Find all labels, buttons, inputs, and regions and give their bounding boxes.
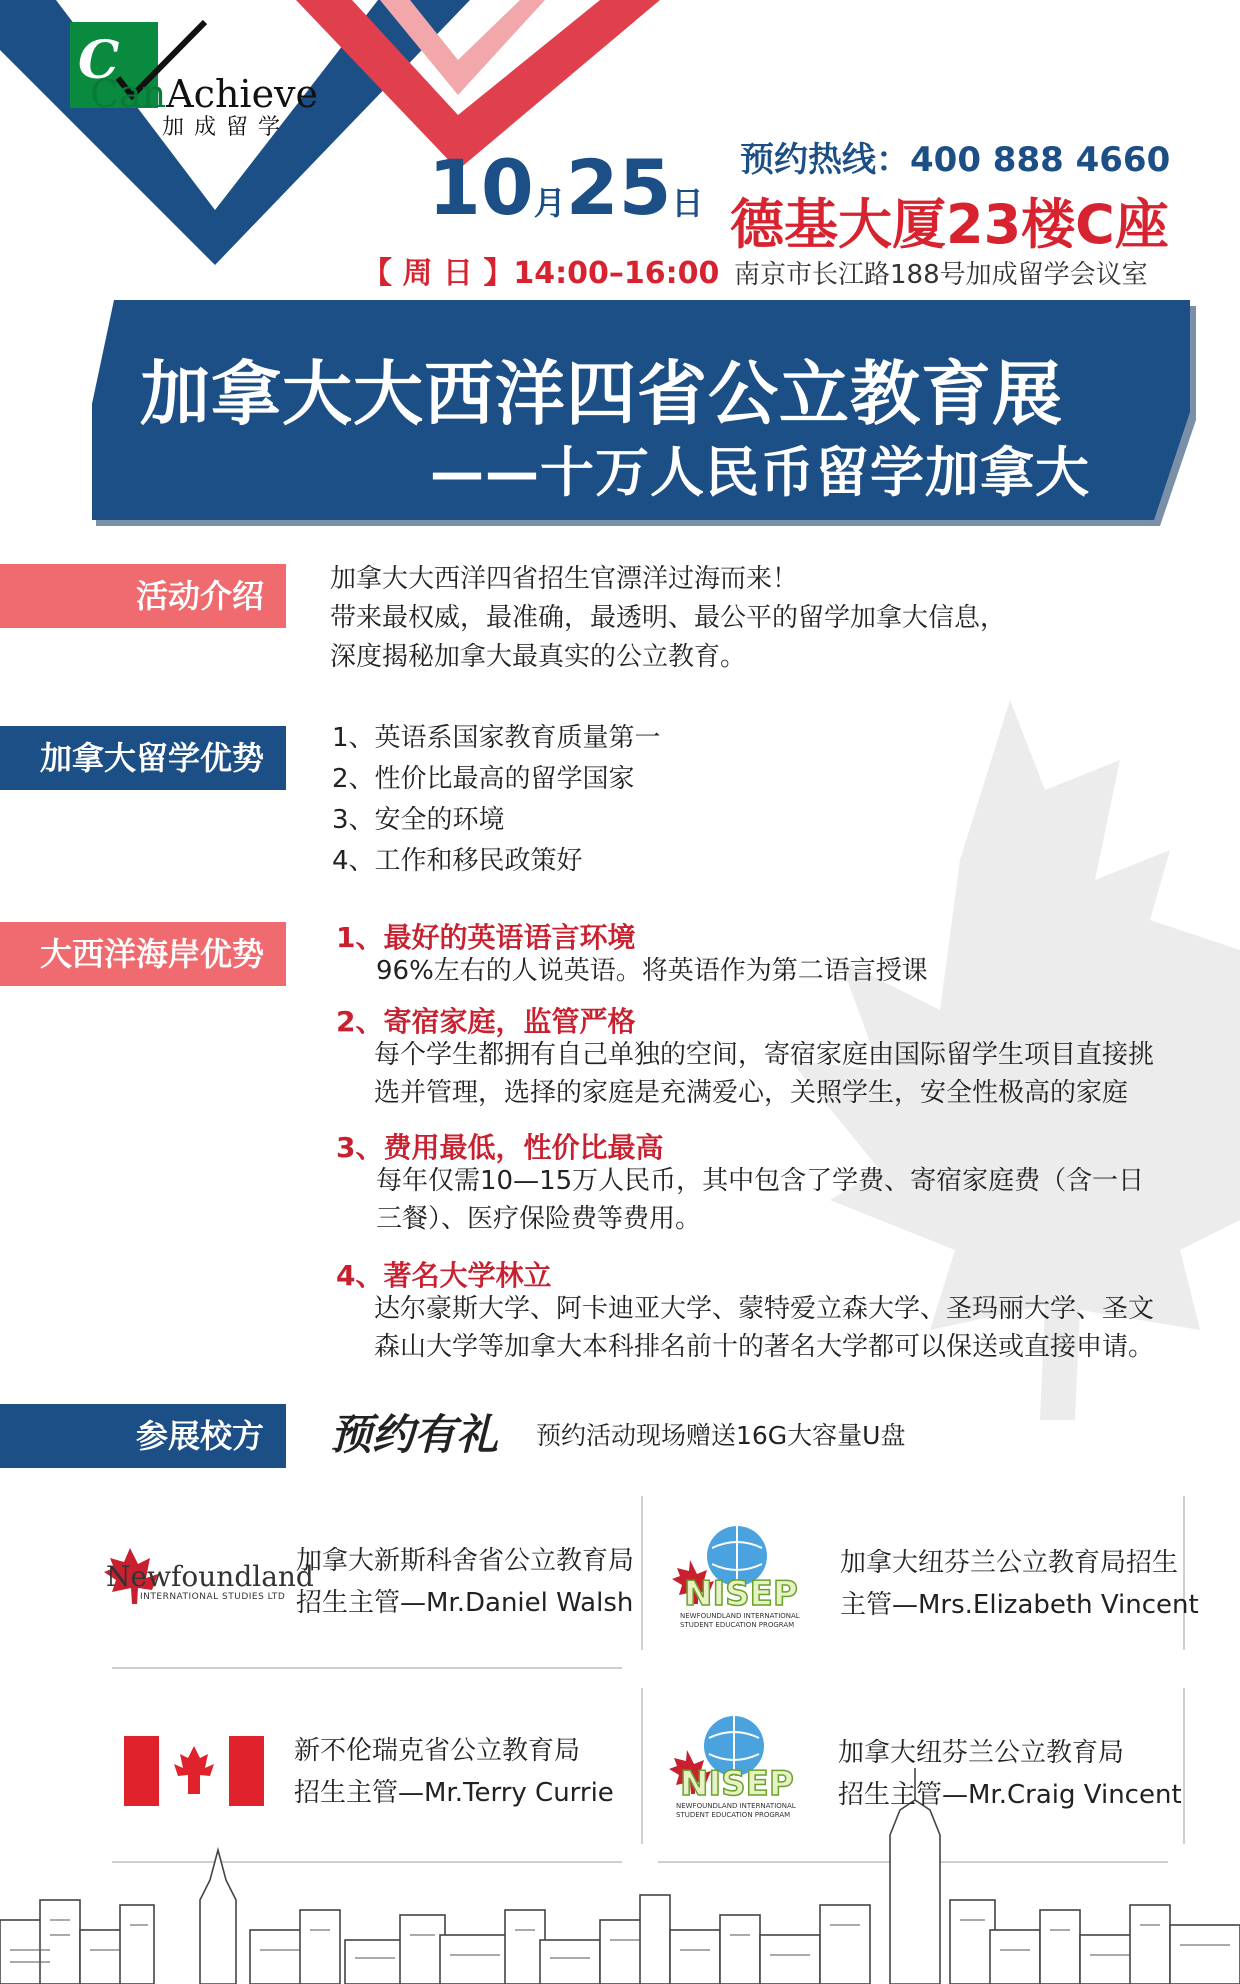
nisep-sub-line: STUDENT EDUCATION PROGRAM [680, 1621, 795, 1629]
intro-line: 深度揭秘加拿大最真实的公立教育。 [330, 642, 747, 672]
schools-tag: 参展校方 [0, 1404, 286, 1468]
atlantic-text-line: 每年仅需10—15万人民币，其中包含了学费、寄宿家庭费（含一日 [376, 1166, 1145, 1196]
intro-text [330, 560, 1006, 677]
date-month-unit: 月 [533, 184, 566, 222]
school-card [296, 1540, 634, 1624]
school-name: 加拿大纽芬兰公立教育局 [838, 1738, 1125, 1768]
nisep-sub-line: NEWFOUNDLAND INTERNATIONAL [676, 1802, 796, 1810]
date-day: 25 [565, 143, 672, 232]
atlantic-text-line: 森山大学等加拿大本科排名前十的著名大学都可以保送或直接申请。 [374, 1332, 1155, 1362]
intro-tag: 活动介绍 [0, 564, 286, 628]
logo-word-achieve: Achieve [166, 72, 319, 116]
advantage-item: 4、工作和移民政策好 [332, 846, 583, 876]
intro-line: 加拿大大西洋四省招生官漂洋过海而来！ [330, 564, 799, 594]
atlantic-text [376, 1162, 1144, 1238]
atlantic-text [374, 1036, 1154, 1112]
atlantic-text [374, 1290, 1154, 1366]
newfoundland-logo-text: Newfoundland [106, 1560, 314, 1593]
svg-text:C: C [78, 30, 120, 91]
gift-text: 预约活动现场赠送16G大容量U盘 [536, 1421, 906, 1450]
school-contact: 招生主管—Mr.Daniel Walsh [296, 1588, 634, 1618]
atlantic-text-line: 选并管理，选择的家庭是充满爱心，关照学生，安全性极高的家庭 [374, 1078, 1129, 1108]
school-name: 新不伦瑞克省公立教育局 [294, 1736, 581, 1766]
school-card [840, 1542, 1199, 1626]
atlantic-text: 96%左右的人说英语。将英语作为第二语言授课 [376, 956, 928, 986]
nisep-logo-text: NISEP [684, 1574, 798, 1614]
school-card [838, 1732, 1182, 1816]
venue: 德基大厦23楼C座 [730, 193, 1169, 256]
nisep-logo-sub [680, 1612, 800, 1630]
address: 南京市长江路188号加成留学会议室 [734, 260, 1148, 290]
nisep-sub-line: STUDENT EDUCATION PROGRAM [676, 1811, 791, 1819]
nisep-logo-text: NISEP [680, 1764, 794, 1804]
banner-title: 加拿大大西洋四省公立教育展 [140, 353, 1063, 435]
date-day-unit: 日 [671, 184, 704, 222]
intro-line: 带来最权威，最准确，最透明、最公平的留学加拿大信息， [330, 603, 1007, 633]
advantage-item: 3、安全的环境 [332, 805, 505, 835]
date-month: 10 [428, 143, 534, 232]
school-name: 加拿大新斯科舍省公立教育局 [296, 1546, 635, 1576]
nisep-logo-sub [676, 1802, 796, 1820]
event-time: 【 周 日 】14:00–16:00 [362, 256, 720, 291]
gift-title: 预约有礼 [330, 1410, 499, 1459]
school-contact: 招生主管—Mr.Craig Vincent [838, 1780, 1182, 1810]
atlantic-heading: 4、著名大学林立 [336, 1259, 552, 1292]
atlantic-heading: 1、最好的英语语言环境 [336, 921, 636, 954]
atlantic-text-line: 每个学生都拥有自己单独的空间，寄宿家庭由国际留学生项目直接挑 [374, 1040, 1155, 1070]
advantage-item: 1、英语系国家教育质量第一 [332, 723, 661, 753]
advantages-tag: 加拿大留学优势 [0, 726, 286, 790]
nisep-sub-line: NEWFOUNDLAND INTERNATIONAL [680, 1612, 800, 1620]
school-contact: 招生主管—Mr.Terry Currie [294, 1778, 614, 1808]
school-contact: 主管—Mrs.Elizabeth Vincent [840, 1590, 1199, 1620]
banner-subtitle: ——十万人民币留学加拿大 [430, 441, 1090, 504]
atlantic-text-line: 达尔豪斯大学、阿卡迪亚大学、蒙特爱立森大学、圣玛丽大学、圣文 [374, 1294, 1155, 1324]
logo-chinese: 加成留学 [162, 115, 291, 140]
event-date [428, 143, 704, 232]
atlantic-tag: 大西洋海岸优势 [0, 922, 286, 986]
school-card [294, 1730, 614, 1814]
atlantic-heading: 2、寄宿家庭，监管严格 [336, 1005, 636, 1038]
atlantic-heading: 3、费用最低，性价比最高 [336, 1131, 664, 1164]
advantage-item: 2、性价比最高的留学国家 [332, 764, 635, 794]
canada-flag-icon [124, 1736, 264, 1806]
advantages-list [332, 718, 661, 882]
hotline: 预约热线：400 888 4660 [740, 140, 1171, 180]
school-name: 加拿大纽芬兰公立教育局招生 [840, 1548, 1179, 1578]
newfoundland-logo-sub: INTERNATIONAL STUDIES LTD [140, 1592, 286, 1602]
atlantic-text-line: 三餐）、医疗保险费等费用。 [376, 1204, 702, 1234]
logo-word-can: Can [90, 72, 167, 116]
